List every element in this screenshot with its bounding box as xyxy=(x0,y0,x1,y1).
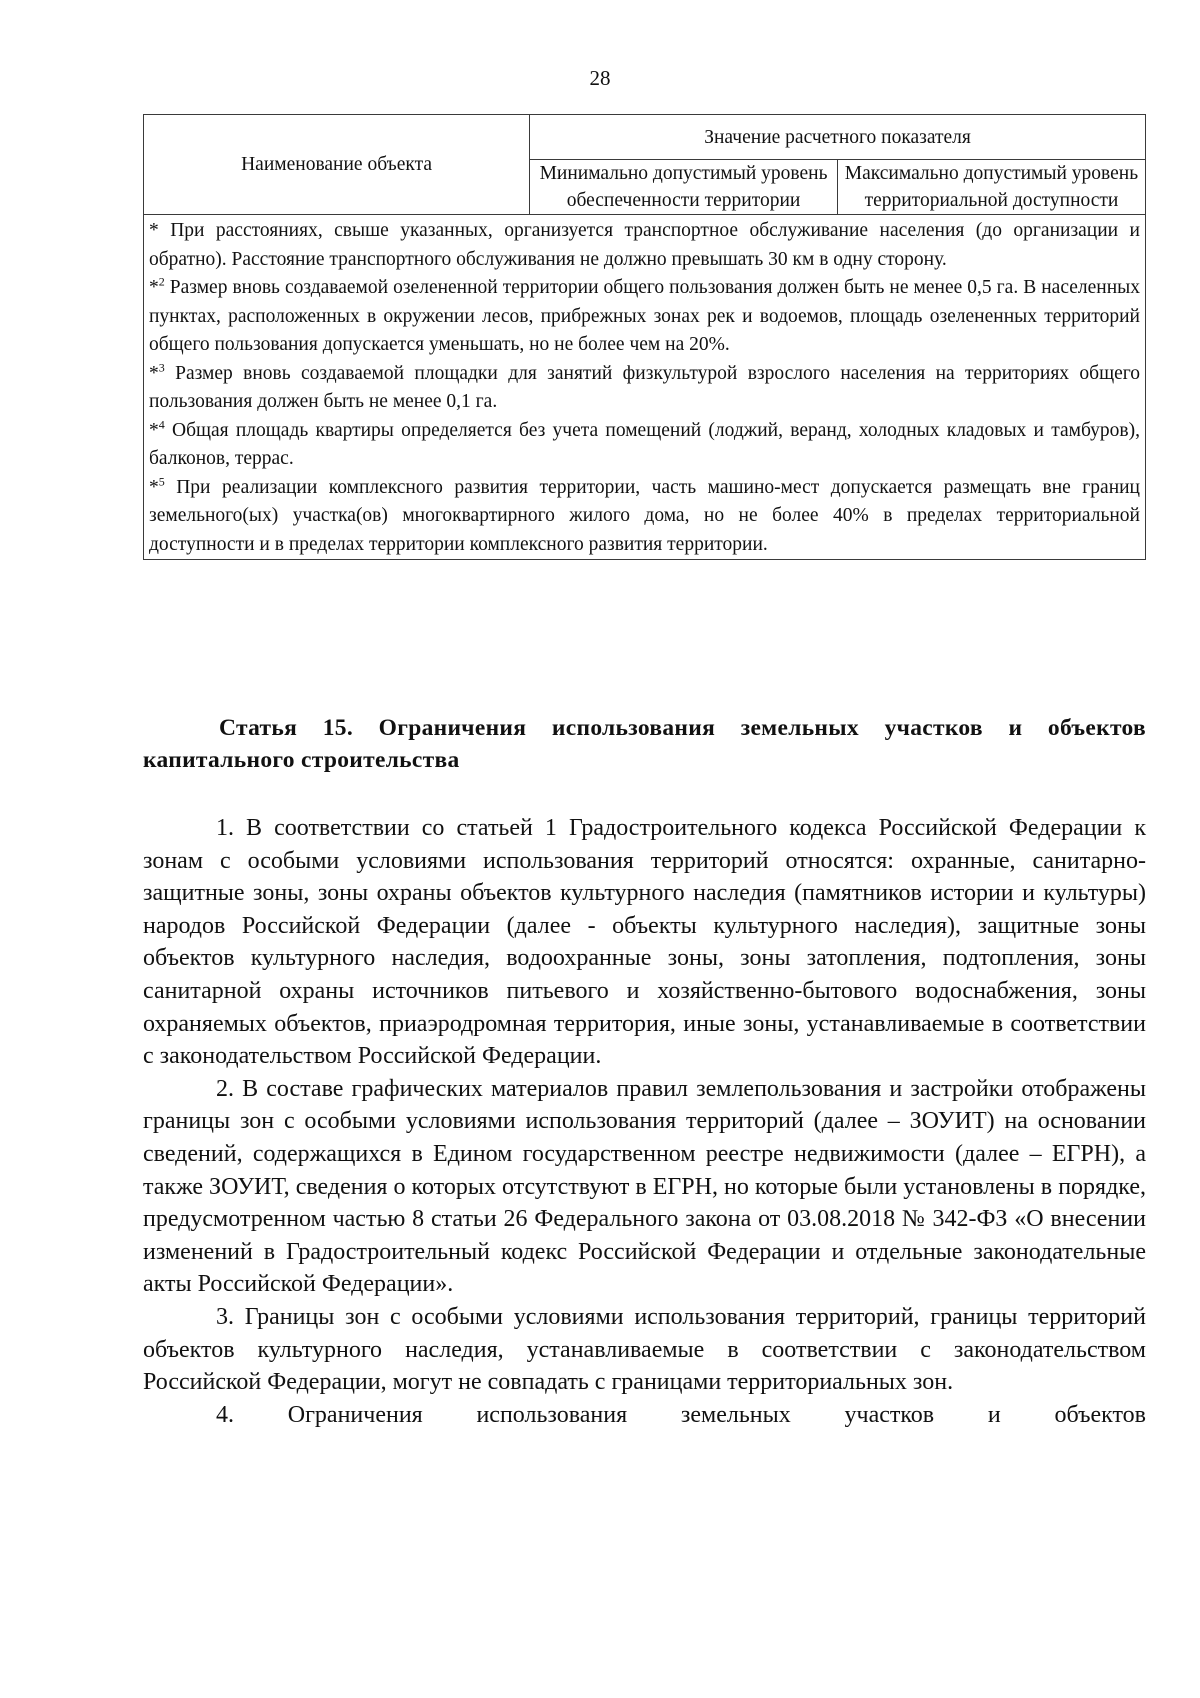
footnote-text: Размер вновь создаваемой площадки для занятий физкультурой взрослого населения на территориях общего пользования должен быть не менее 0,1 га. xyxy=(149,362,1140,412)
footnote-text: Размер вновь создаваемой озелененной территории общего пользования должен быть не менее 0,5 га. В населенных пунктах, расположенных в окружении лесов, прибрежных зонах рек и водоемов, площадь озелененных территорий общего пользования допускается уменьшать, но не более чем на 20%. xyxy=(149,277,1140,355)
header-max-access: Максимально допустимый уровень территориальной доступности xyxy=(837,160,1145,215)
footnote-marker: * xyxy=(149,220,159,241)
footnote-3 xyxy=(149,360,1140,417)
table-notes xyxy=(144,215,1146,560)
header-object-name: Наименование объекта xyxy=(144,115,530,215)
norm-table xyxy=(143,114,1146,560)
footnote-text: При расстояниях, свыше указанных, организуется транспортное обслуживание населения (до организации и обратно). Расстояние транспортного обслуживания не должно превышать 30 км в одну сторону. xyxy=(149,220,1140,270)
footnote-sup: 4 xyxy=(158,417,165,431)
footnote-1 xyxy=(149,217,1140,274)
table-notes-row xyxy=(144,215,1146,560)
footnote-marker: * xyxy=(149,476,159,498)
paragraph-3: 3. Границы зон с особыми условиями использования территорий, границы территорий объектов культурного наследия, устанавливаемые в соответствии с законодательством Российской Федерации, могут не совпадать с границами территориальных зон. xyxy=(143,1303,1146,1396)
footnote-marker: * xyxy=(149,419,159,441)
footnote-marker: * xyxy=(149,277,159,298)
footnote-text: При реализации комплексного развития территории, часть машино-мест допускается размещать вне границ земельного(ых) участка(ов) многоквартирного жилого дома, но не более 40% в пределах территориальной доступности и в пределах территории комплексного развития территории. xyxy=(149,476,1140,555)
footnote-5 xyxy=(149,474,1140,560)
article-heading: Статья 15. Ограничения использования земельных участков и объектов капитального строительства xyxy=(143,715,1146,773)
header-min-level: Минимально допустимый уровень обеспеченности территории xyxy=(530,160,838,215)
page-number: 28 xyxy=(589,66,611,90)
paragraph-1: 1. В соответствии со статьей 1 Градостроительного кодекса Российской Федерации к зонам с особыми условиями использования территорий относятся: охранные, санитарно-защитные зоны, зоны охраны объектов культурного наследия (памятников истории и культуры) народов Российской Федерации (далее - объекты культурного наследия), защитные зоны объектов культурного наследия, водоохранные зоны, зоны затопления, подтопления, зоны санитарной охраны источников питьевого и хозяйственно-бытового водоснабжения, зоны охраняемых объектов, приаэродромная территория, иные зоны, устанавливаемые в соответствии с законодательством Российской Федерации. xyxy=(143,815,1146,1070)
footnote-text: Общая площадь квартиры определяется без учета помещений (лоджий, веранд, холодных кладовых и тамбуров), балконов, террас. xyxy=(149,419,1140,469)
footnote-sup: 2 xyxy=(158,274,165,289)
paragraph-2: 2. В составе графических материалов правил землепользования и застройки отображены границы зон с особыми условиями использования территорий (далее – ЗОУИТ) на основании сведений, содержащихся в Едином государственном реестре недвижимости (далее – ЕГРН), а также ЗОУИТ, сведения о которых отсутствуют в ЕГРН, но которые были установлены в порядке, предусмотренном частью 8 статьи 26 Федерального закона от 03.08.2018 № 342-ФЗ «О внесении изменений в Градостроительный кодекс Российской Федерации и отдельные законодательные акты Российской Федерации». xyxy=(143,1075,1146,1298)
footnote-sup: 5 xyxy=(158,474,165,488)
article-body xyxy=(143,812,1146,1431)
footnote-marker: * xyxy=(149,362,159,384)
header-value-group: Значение расчетного показателя xyxy=(530,115,1146,160)
footnote-2 xyxy=(149,274,1140,360)
footnote-sup: 3 xyxy=(158,360,165,374)
table-header-row xyxy=(144,115,1146,160)
paragraph-4: 4. Ограничения использования земельных участков и объектов xyxy=(216,1401,1146,1428)
footnote-4 xyxy=(149,417,1140,474)
